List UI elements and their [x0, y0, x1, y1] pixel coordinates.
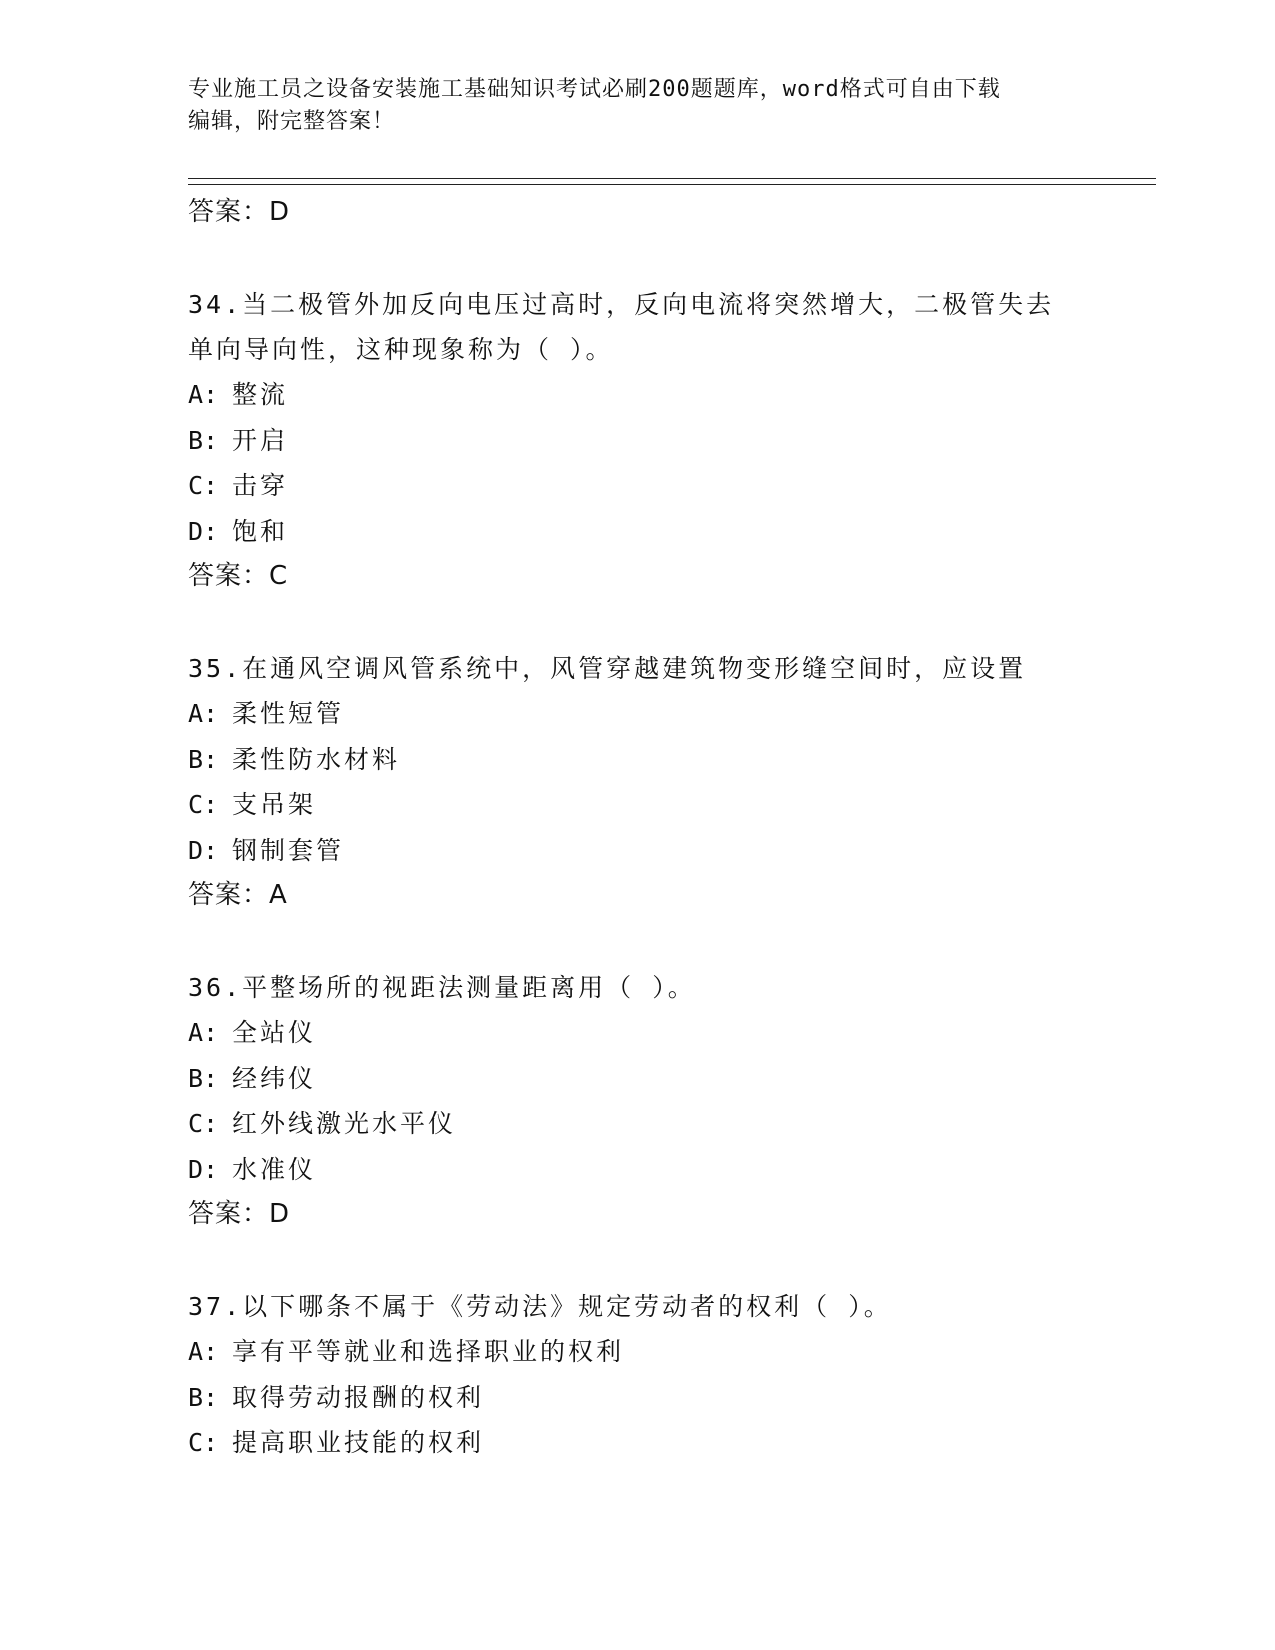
answer-option [188, 1329, 1088, 1375]
answer-option [188, 1010, 1088, 1056]
question-block [188, 282, 1088, 598]
question-text-line: 在通风空调风管系统中，风管穿越建筑物变形缝空间时，应设置 [242, 654, 1027, 683]
question-text-line: 平整场所的视距法测量距离用（ ）。 [242, 973, 696, 1002]
option-key: A: [188, 1018, 219, 1047]
question-spacer [188, 1236, 1088, 1284]
option-text: 经纬仪 [232, 1063, 317, 1093]
question-block [188, 1284, 1088, 1466]
option-key: B: [188, 1382, 219, 1412]
option-text: 柔性短管 [232, 699, 345, 728]
question-number: 37. [188, 1292, 243, 1321]
answer-line [188, 873, 1088, 917]
option-key: A: [188, 1337, 219, 1366]
answer-option [188, 782, 1088, 828]
answer-option [188, 737, 1088, 783]
option-text: 全站仪 [232, 1018, 317, 1047]
question-text [188, 965, 1088, 1010]
option-key: A: [188, 699, 219, 728]
question-spacer [188, 598, 1088, 646]
answer-label: 答案： [188, 880, 270, 910]
answer-option [188, 509, 1088, 555]
answer-option [188, 418, 1088, 464]
answer-label: 答案： [188, 561, 270, 591]
document-header [188, 74, 1068, 138]
question-text [188, 1284, 1088, 1329]
answer-option [188, 691, 1088, 737]
question-spacer [188, 917, 1088, 965]
answer-option [188, 1101, 1088, 1147]
question-text-line: 当二极管外加反向电压过高时，反向电流将突然增大，二极管失去 [242, 290, 1055, 319]
option-text: 支吊架 [232, 790, 317, 819]
option-key: D: [188, 1154, 219, 1184]
answer-value: A [269, 880, 288, 910]
answer-value: D [269, 1199, 291, 1229]
option-key: D: [188, 516, 219, 546]
header-divider-bottom [188, 184, 1156, 185]
option-key: C: [188, 471, 219, 500]
question-text [188, 282, 1088, 327]
option-key: B: [188, 1063, 219, 1093]
answer-option [188, 463, 1088, 509]
answer-option [188, 1147, 1088, 1193]
question-block [188, 965, 1088, 1236]
option-text: 红外线激光水平仪 [232, 1109, 457, 1138]
question-list [188, 190, 1088, 1466]
header-divider-top [188, 178, 1156, 179]
option-text: 开启 [232, 425, 289, 455]
header-line-1: 专业施工员之设备安装施工基础知识考试必刷200题题库，word格式可自由下载 [188, 77, 1001, 102]
option-key: A: [188, 380, 219, 409]
answer-value: C [269, 561, 289, 591]
answer-option [188, 828, 1088, 874]
option-text: 击穿 [232, 471, 289, 500]
option-text: 享有平等就业和选择职业的权利 [232, 1337, 625, 1366]
answer-option [188, 1056, 1088, 1102]
question-text-line: 以下哪条不属于《劳动法》规定劳动者的权利（ ）。 [242, 1292, 892, 1321]
option-text: 饱和 [232, 516, 289, 546]
answer-line [188, 190, 1088, 234]
question-block [188, 646, 1088, 917]
option-text: 提高职业技能的权利 [232, 1428, 485, 1457]
question-number: 36. [188, 973, 243, 1002]
answer-value: D [269, 197, 291, 227]
option-text: 柔性防水材料 [232, 744, 401, 774]
header-line-2: 编辑，附完整答案！ [188, 109, 396, 134]
answer-option [188, 1420, 1088, 1466]
option-key: C: [188, 1428, 219, 1457]
option-text: 水准仪 [232, 1154, 317, 1184]
question-spacer [188, 234, 1088, 282]
answer-label: 答案： [188, 197, 270, 227]
question-number: 35. [188, 654, 243, 683]
option-text: 整流 [232, 380, 289, 409]
option-key: B: [188, 744, 219, 774]
option-key: B: [188, 425, 219, 455]
question-text-line: 单向导向性，这种现象称为（ ）。 [188, 335, 614, 364]
answer-line [188, 1192, 1088, 1236]
answer-option [188, 1375, 1088, 1421]
answer-option [188, 372, 1088, 418]
question-text [188, 646, 1088, 691]
option-key: D: [188, 835, 219, 865]
question-number: 34. [188, 290, 243, 319]
answer-line [188, 554, 1088, 598]
option-text: 取得劳动报酬的权利 [232, 1382, 485, 1412]
option-text: 钢制套管 [232, 835, 345, 865]
answer-label: 答案： [188, 1199, 270, 1229]
option-key: C: [188, 1109, 219, 1138]
option-key: C: [188, 790, 219, 819]
question-text [188, 327, 1088, 372]
